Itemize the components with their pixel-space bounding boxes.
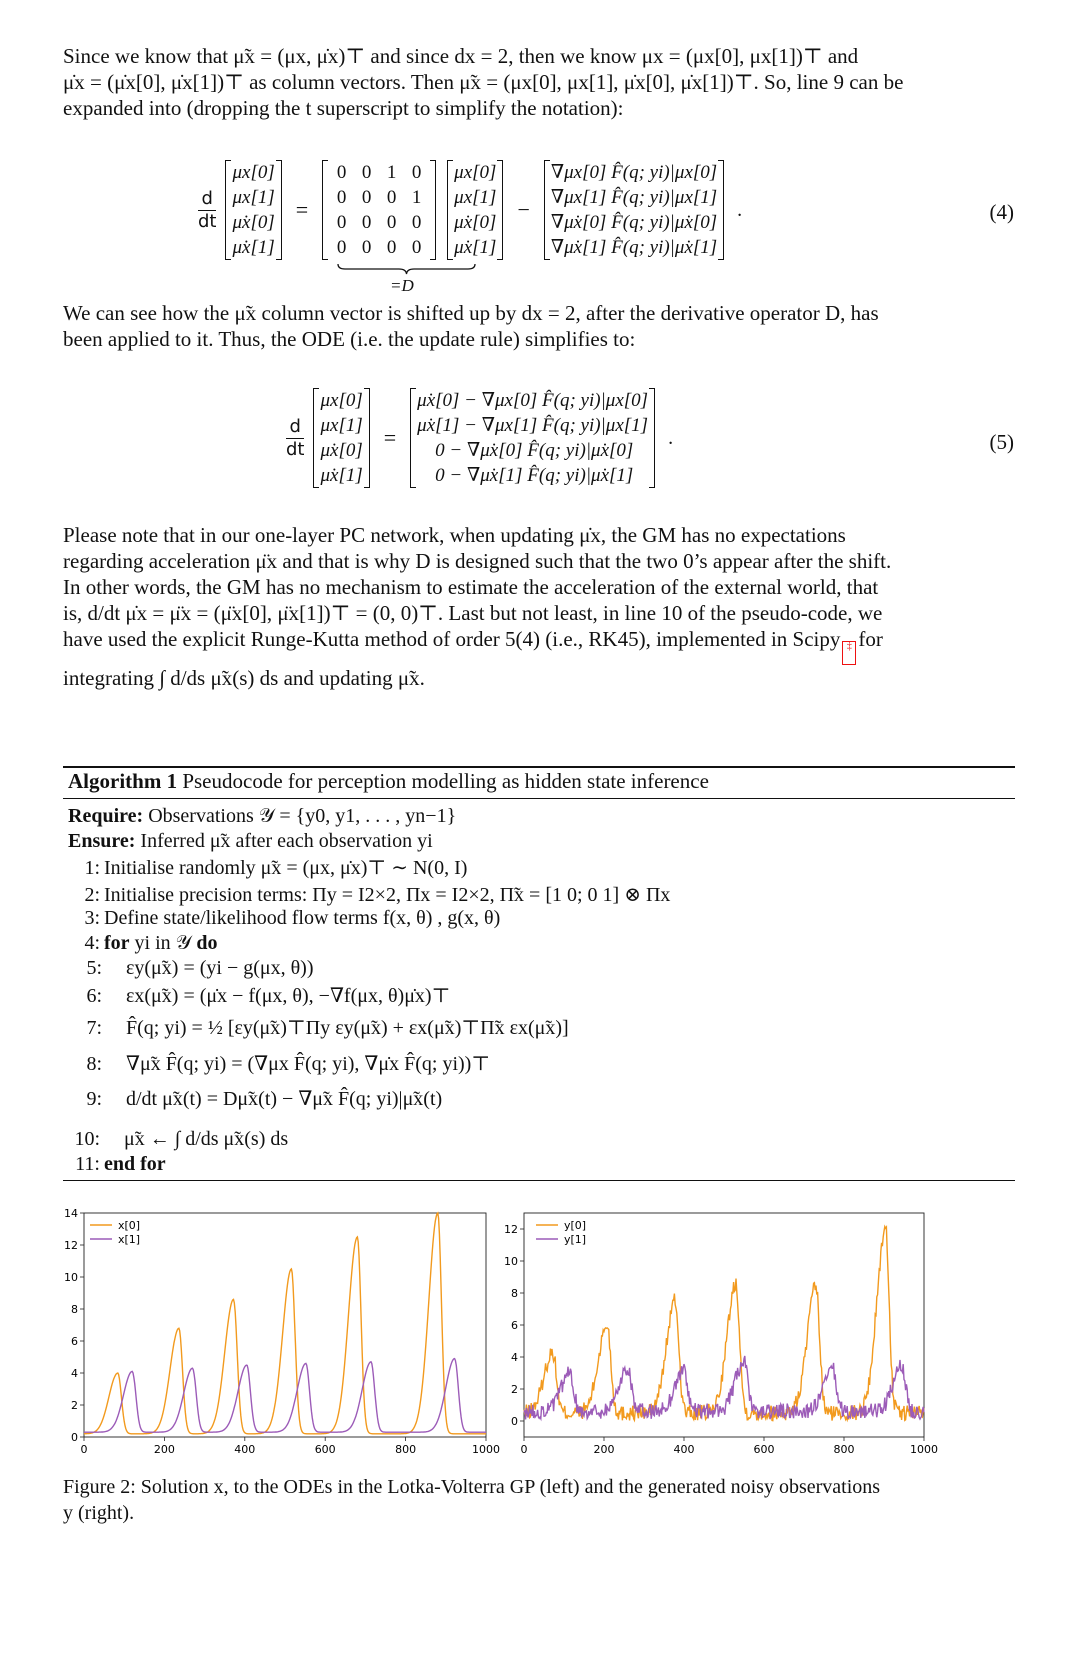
legend-label: x[0] [118, 1219, 141, 1232]
algorithm-line: 1: Initialise randomly μ̃x = (μx, μ̇x)⊤ ∼ N(0, I) [84, 857, 468, 879]
text-line: regarding acceleration μ̈x and that is why D is designed such that the two 0’s appear after the shift. [63, 549, 892, 573]
text-line: Since we know that μ̃x = (μx, μ̇x)⊤ and since dx = 2, then we know μx = (μx[0], μx[1])⊤ and [63, 44, 859, 68]
algorithm-top-rule [63, 766, 1015, 768]
y-tick-label: 6 [71, 1335, 78, 1348]
text-line: have used the explicit Runge-Kutta method of order 5(4) (i.e., RK45), implemented in Scipy ‡ for [63, 626, 1015, 665]
algorithm-title: Algorithm 1 Pseudocode for perception modelling as hidden state inference [68, 769, 709, 793]
algorithm-line: 8: ∇μ̃x F̂(q; yi) = (∇μx F̂(q; yi), ∇μ̇x F̂(q; yi))⊤ [86, 1053, 491, 1075]
underbrace [337, 263, 476, 275]
series-line-x[1] [84, 1359, 486, 1433]
y-tick-label: 6 [511, 1319, 518, 1332]
text-line: is, d/dt μ̇x = μ̈x = (μ̈x[0], μ̈x[1])⊤ = (0, 0)⊤. Last but not least, in line 10 of the pseudo-code, we [63, 601, 883, 625]
x-tick-label: 0 [520, 1443, 528, 1456]
x-tick-label: 400 [673, 1443, 695, 1456]
algorithm-require: Require: Observations 𝒴 = {y0, y1, . . . , yn−1} [68, 805, 457, 827]
y-tick-label: 4 [71, 1367, 78, 1380]
paragraph-intro [63, 43, 1015, 121]
chart-left-solution [58, 1205, 518, 1465]
equation-number: (4) [989, 200, 1014, 224]
text-line: In other words, the GM has no mechanism to estimate the acceleration of the external world, that [63, 575, 879, 599]
x-tick-label: 1000 [910, 1443, 938, 1456]
state-vector: μx[0] μx[1] μ̇x[0] μ̇x[1] [225, 160, 281, 260]
x-tick-label: 200 [153, 1443, 175, 1456]
x-tick-label: 400 [234, 1443, 256, 1456]
algorithm-bottom-rule [63, 1180, 1015, 1181]
y-tick-label: 10 [64, 1271, 78, 1284]
state-vector: μx[0] μx[1] μ̇x[0] μ̇x[1] [313, 388, 369, 488]
y-tick-label: 8 [511, 1287, 518, 1300]
text-line: μ̇x = (μ̇x[0], μ̇x[1])⊤ as column vectors. Then μ̃x = (μx[0], μx[1], μ̇x[0], μ̇x[1])⊤. So, line 9 can be [63, 70, 904, 94]
paragraph-shift [63, 300, 1015, 352]
text-line: expanded into (dropping the t superscript to simplify the notation): [63, 96, 624, 120]
y-tick-label: 12 [504, 1223, 518, 1236]
update-vector: μ̇x[0] − ∇μx[0] F̂(q; yi)|μx[0] μ̇x[1] − ∇μx[1] F̂(q; yi)|μx[1] 0 − ∇μ̇x[0] F̂(q; yi)|μ̇x[0] 0 − ∇μ̇x[1] F̂(q; yi)|μ̇x[1] [410, 388, 655, 488]
gradient-vector: ∇μx[0] F̂(q; yi)|μx[0] ∇μx[1] F̂(q; yi)|μx[1] ∇μ̇x[0] F̂(q; yi)|μ̇x[0] ∇μ̇x[1] F̂(q; yi)|μ̇x[1] [544, 160, 724, 260]
x-tick-label: 1000 [472, 1443, 500, 1456]
shift-matrix: 0 0 1 0 0 0 0 1 0 0 0 0 0 0 0 0 [322, 160, 436, 260]
state-vector: μx[0] μx[1] μ̇x[0] μ̇x[1] [447, 160, 503, 260]
legend-label: y[0] [564, 1219, 587, 1232]
algorithm-line: 5: εy(μ̃x) = (yi − g(μx, θ)) [86, 957, 314, 979]
algorithm-line: 6: εx(μ̃x) = (μ̇x − f(μx, θ), −∇f(μx, θ)μ̇x)⊤ [86, 985, 451, 1007]
chart-right-observations [504, 1205, 950, 1465]
derivative-fraction: $\frac{d}{dt}$ [286, 415, 305, 460]
y-tick-label: 2 [511, 1383, 518, 1396]
y-tick-label: 10 [504, 1255, 518, 1268]
algorithm-ensure: Ensure: Inferred μ̃x after each observation yi [68, 830, 433, 852]
underbrace-label: =D [390, 276, 414, 295]
text-line: Please note that in our one-layer PC network, when updating μ̇x, the GM has no expectations [63, 523, 846, 547]
x-tick-label: 200 [593, 1443, 615, 1456]
x-tick-label: 0 [80, 1443, 88, 1456]
equation-number: (5) [989, 430, 1014, 454]
y-tick-label: 2 [71, 1399, 78, 1412]
algorithm-line: 11: end for [75, 1153, 166, 1175]
y-tick-label: 12 [64, 1239, 78, 1252]
series-line-y[0] [524, 1227, 924, 1421]
algorithm-line: 3: Define state/likelihood flow terms f(x, θ) , g(x, θ) [84, 907, 501, 929]
derivative-fraction: $\frac{d}{dt}$ [198, 187, 217, 232]
legend-label: y[1] [564, 1233, 587, 1246]
x-tick-label: 600 [314, 1443, 336, 1456]
text-line: integrating ∫ d/ds μ̃x(s) ds and updating μ̃x. [63, 666, 425, 690]
paragraph-note [63, 522, 1015, 691]
legend-label: x[1] [118, 1233, 141, 1246]
equation-5: $\frac{d}{dt}$ μx[0] μx[1] μ̇x[0] μ̇x[1] = μ̇x[0] − ∇μx[0] F̂(q; yi)|μx[0] μ̇x[1] − ∇μx[1] F̂(q; yi)|μx[1] 0 − ∇μ̇x[0] F̂(q; yi)|μ̇x[0] 0 − ∇μ̇x[1] F̂(q; yi)|μ̇x[1] . [286, 390, 674, 486]
text-line: We can see how the μ̃x column vector is shifted up by dx = 2, after the derivative operator D, has [63, 301, 879, 325]
y-tick-label: 0 [71, 1431, 78, 1444]
plot-frame [84, 1213, 486, 1437]
y-tick-label: 14 [64, 1207, 78, 1220]
algorithm-line: 4: for yi in 𝒴 do [84, 932, 218, 954]
series-line-x[0] [84, 1213, 486, 1434]
y-tick-label: 0 [511, 1415, 518, 1428]
algorithm-line: 2: Initialise precision terms: Πy = I2×2, Πx = I2×2, Π̃x = [1 0; 0 1] ⊗ Πx [84, 884, 671, 906]
algorithm-line: 9: d/dt μ̃x(t) = Dμ̃x(t) − ∇μ̃x F̂(q; yi)|μ̃x(t) [86, 1088, 443, 1110]
algorithm-mid-rule [63, 798, 1015, 799]
x-tick-label: 800 [395, 1443, 417, 1456]
equation-4: $\frac{d}{dt}$ μx[0] μx[1] μ̇x[0] μ̇x[1] = 0 0 1 0 0 0 0 1 0 0 0 0 0 0 0 0 μx[0] μx[1] μ̇x[0] μ̇x[1] − ∇μx[0] F̂(q; yi)|μx[0] ∇μx[1] F̂(q; yi)|μx[1] ∇μ̇x[0] F̂(q; yi)|μ̇x[0] ∇μ̇x[1] F̂(q; yi)|μ̇x[1] . [198, 162, 743, 258]
x-tick-label: 600 [753, 1443, 775, 1456]
figure-caption: Figure 2: Solution x, to the ODEs in the Lotka-Volterra GP (left) and the generated noisy observations y (right). [63, 1476, 881, 1524]
x-tick-label: 800 [833, 1443, 855, 1456]
y-tick-label: 4 [511, 1351, 518, 1364]
y-tick-label: 8 [71, 1303, 78, 1316]
algorithm-line: 10: μ̃x ← ∫ d/ds μ̃x(s) ds [74, 1128, 289, 1150]
footnote-link[interactable]: ‡ [842, 641, 856, 665]
algorithm-line: 7: F̂(q; yi) = ½ [εy(μ̃x)⊤Πy εy(μ̃x) + εx(μ̃x)⊤Π̃x εx(μ̃x)] [86, 1017, 569, 1039]
text-line: been applied to it. Thus, the ODE (i.e. the update rule) simplifies to: [63, 327, 636, 351]
